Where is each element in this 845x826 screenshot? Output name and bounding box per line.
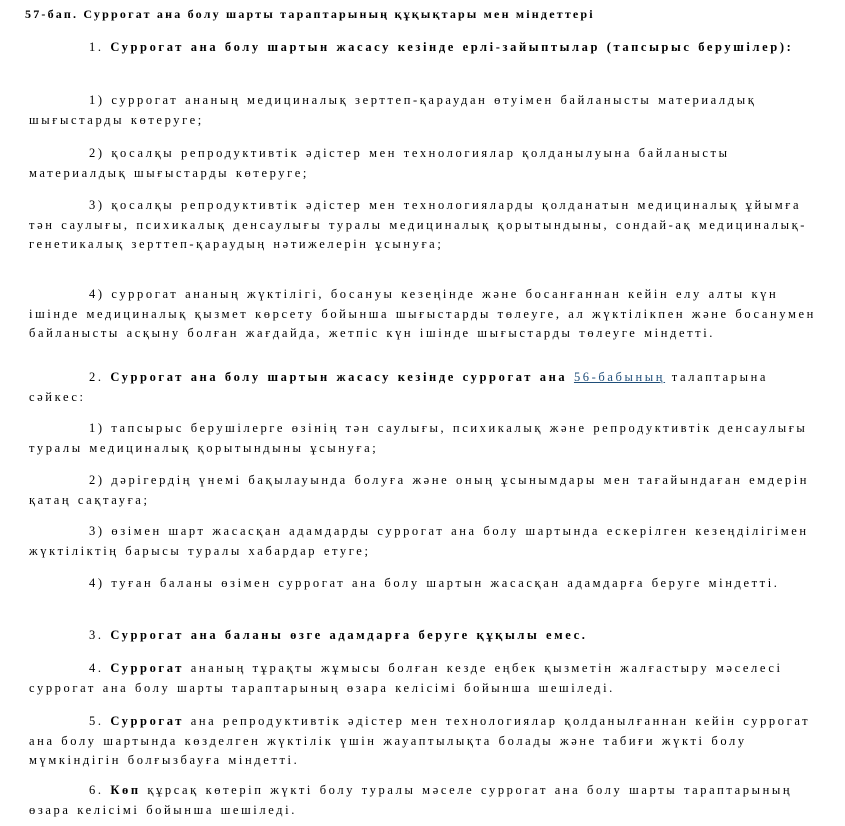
paragraph-3 bbox=[29, 626, 829, 646]
paragraph-number: 1) bbox=[89, 421, 112, 435]
subparagraph-2-1 bbox=[29, 419, 829, 458]
paragraph-number: 2) bbox=[89, 146, 112, 160]
paragraph-text: қосалқы репродуктивтік әдістер мен технологиялар қолданылуына байланысты материалдық шығыстарды көтеруге; bbox=[29, 146, 730, 180]
paragraph-2 bbox=[29, 368, 829, 407]
paragraph-number: 1. bbox=[89, 40, 111, 54]
paragraph-number: 2) bbox=[89, 473, 112, 487]
paragraph-number: 2. bbox=[89, 370, 111, 384]
paragraph-5 bbox=[29, 712, 829, 771]
article-heading: 57-бап. Суррогат ана болу шарты тараптарының құқықтары мен міндеттері bbox=[25, 7, 595, 21]
paragraph-text: қосалқы репродуктивтік әдістер мен технологияларды қолданатын медициналық ұйымға тән саулығы, психикалық денсаулығы туралы медициналық қорытындыны, сондай-ақ медициналық-генетикалық зерттеп-қараудың нәтижелерін ұсынуға; bbox=[29, 198, 808, 251]
paragraph-text: дәрігердің үнемі бақылауында болуға және оның ұсынымдары мен тағайындаған емдерін қатаң сақтауға; bbox=[29, 473, 810, 507]
paragraph-number: 4. bbox=[89, 661, 111, 675]
paragraph-lead: Суррогат ана болу шартын жасасу кезінде суррогат ана bbox=[110, 370, 574, 384]
paragraph-number: 5. bbox=[89, 714, 111, 728]
paragraph-text: талаптарына сәйкес: bbox=[29, 370, 769, 404]
paragraph-number: 1) bbox=[89, 93, 112, 107]
paragraph-text: құрсақ көтеріп жүкті болу туралы мәселе суррогат ана болу шарты тараптарының өзара келісімі бойынша шешіледі. bbox=[29, 783, 793, 817]
paragraph-number: 4) bbox=[89, 576, 112, 590]
paragraph-text: туған баланы өзімен суррогат ана болу шартын жасасқан адамдарға беруге міндетті. bbox=[111, 576, 780, 590]
paragraph-lead: Көп bbox=[110, 783, 141, 797]
subparagraph-1-2 bbox=[29, 144, 829, 183]
paragraph-text: өзімен шарт жасасқан адамдарды суррогат ана болу шартында ескерілген кезеңділігімен жүктіліктің барысы туралы хабардар етуге; bbox=[29, 524, 809, 558]
paragraph-lead: Суррогат bbox=[110, 661, 184, 675]
paragraph-text: суррогат ананың жүктілігі, босануы кезеңінде және босанғаннан кейін елу алты күн ішінде медициналық қызмет көрсету бойынша шығыстарды төлеуге, ал жүктілікпен және босанумен байланысты асқыну болған жағдайда, жетпіс күн ішінде шығыстарды төлеуге міндетті. bbox=[29, 287, 816, 340]
subparagraph-1-3 bbox=[29, 196, 829, 255]
paragraph-number: 3. bbox=[89, 628, 111, 642]
paragraph-6 bbox=[29, 781, 829, 820]
subparagraph-1-1 bbox=[29, 91, 829, 130]
paragraph-lead: Суррогат ана баланы өзге адамдарға беруге құқылы емес. bbox=[110, 628, 588, 642]
paragraph-text: суррогат ананың медициналық зерттеп-қараудан өтуімен байланысты материалдық шығыстарды көтеруге; bbox=[29, 93, 757, 127]
paragraph-number: 6. bbox=[89, 783, 111, 797]
paragraph-number: 3) bbox=[89, 198, 112, 212]
article-56-link[interactable]: 56-бабының bbox=[573, 370, 666, 384]
subparagraph-2-3 bbox=[29, 522, 829, 561]
paragraph-lead: Суррогат ана болу шартын жасасу кезінде ерлі-зайыптылар (тапсырыс берушілер): bbox=[110, 40, 794, 54]
subparagraph-2-2 bbox=[29, 471, 829, 510]
paragraph-4 bbox=[29, 659, 829, 698]
paragraph-number: 4) bbox=[89, 287, 112, 301]
paragraph-text: ана репродуктивтік әдістер мен технологиялар қолданылғаннан кейін суррогат ана болу шартында көзделген жүктілік үшін жауаптылықта болады және табиғи жүкті болу мүмкіндігін болғызбауға міндетті. bbox=[29, 714, 811, 767]
paragraph-number: 3) bbox=[89, 524, 112, 538]
paragraph-1 bbox=[29, 38, 829, 58]
paragraph-lead: Суррогат bbox=[110, 714, 184, 728]
subparagraph-1-4 bbox=[29, 285, 829, 344]
subparagraph-2-4 bbox=[29, 574, 829, 594]
paragraph-text: тапсырыс берушілерге өзінің тән саулығы, психикалық және репродуктивтік денсаулығы туралы медициналық қорытындыны ұсынуға; bbox=[29, 421, 808, 455]
paragraph-text: ананың тұрақты жұмысы болған кезде еңбек қызметін жалғастыру мәселесі суррогат ана болу шарты тараптарының өзара келісімі бойынша шешіледі. bbox=[29, 661, 783, 695]
